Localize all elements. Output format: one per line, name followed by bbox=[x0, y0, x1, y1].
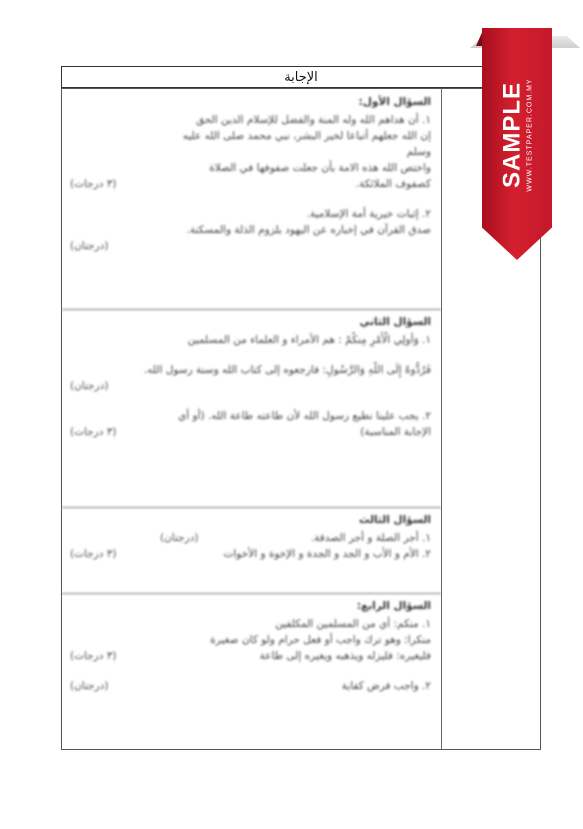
marks-label: (٣ درجات) bbox=[70, 548, 117, 560]
sample-ribbon-text bbox=[500, 78, 535, 191]
q1-line: ٢. إثبات خيرية أمة الإسلامية. bbox=[306, 208, 431, 220]
watermark-url: WWW.TESTPAPER.COM.MY bbox=[526, 78, 534, 192]
marks-label: (٣ درجات) bbox=[70, 426, 117, 438]
answer-block-q2 bbox=[62, 310, 441, 508]
q4-heading: السؤال الرابع: bbox=[356, 600, 431, 612]
marks-label: (درجتان) bbox=[70, 380, 109, 392]
answer-block-q1 bbox=[62, 90, 441, 310]
marks-label: (٣ درجات) bbox=[70, 650, 117, 662]
marks-label: (٣ درجات) bbox=[70, 178, 117, 190]
q4-line: فليغيره: فليزله ويذهبه ويغيره إلى طاعة bbox=[259, 650, 431, 662]
marks-label: (درجتان) bbox=[160, 532, 199, 544]
q2-line: الإجابة المناسبة) bbox=[360, 426, 431, 438]
q2-line: فَرُدُّوهُ إِلَى اللَّهِ وَالرَّسُولِ: فارجعوه إلى كتاب الله وسنة رسول الله. bbox=[143, 364, 431, 376]
q2-line: ١. وَأُولِي الْأَمْرِ مِنكُمْ : هم الأمراء و العلماء من المسلمين bbox=[187, 334, 431, 346]
q1-line: إن الله جعلهم أتباعا لخير البشر، نبي محمد صلى الله عليه bbox=[182, 130, 431, 142]
q1-line: صدق القرآن في إخباره عن اليهود بلزوم الذلة والمسكنة. bbox=[186, 224, 431, 236]
q4-line: منكرا: وهو ترك واجب أو فعل حرام ولو كان صغيرة bbox=[210, 634, 431, 646]
marks-label: (درجتان) bbox=[70, 680, 109, 692]
q1-line: واختص الله هذه الامة بأن جعلت صفوفها في الصلاة bbox=[209, 162, 431, 174]
marks-label: (درجتان) bbox=[70, 240, 109, 252]
q1-line: وسلم bbox=[406, 146, 431, 158]
margin-column-divider bbox=[441, 88, 442, 750]
q4-line: ١. منكم: أي من المسلمين المكلفين bbox=[275, 618, 431, 630]
q3-line: ٢. الأم و الأب و الجد و الجدة و الإخوة و الأخوات bbox=[223, 548, 431, 560]
sample-watermark-label: SAMPLE bbox=[498, 81, 526, 189]
q4-line: ٢. واجب فرض كفاية bbox=[341, 680, 431, 692]
q1-line: كصفوف الملائكة. bbox=[355, 178, 431, 190]
page-title: الإجابة bbox=[284, 69, 318, 85]
q2-heading: السؤال الثاني bbox=[359, 316, 431, 328]
answer-block-q4 bbox=[62, 594, 441, 749]
q3-line: ١. أجر الصلة و أجر الصدقة. bbox=[310, 532, 431, 544]
q3-heading: السؤال الثالث bbox=[358, 514, 431, 526]
answer-block-q3 bbox=[62, 508, 441, 594]
q1-line: ١. أن هداهم الله وله المنة والفضل للإسلام الدين الحق bbox=[195, 114, 431, 126]
q2-line: ٢. يجب علينا نطيع رسول الله لأن طاعته طاعة الله. (أو أي bbox=[178, 410, 431, 422]
answer-title-bar bbox=[61, 66, 541, 88]
q1-heading: السؤال الأول: bbox=[358, 96, 431, 108]
